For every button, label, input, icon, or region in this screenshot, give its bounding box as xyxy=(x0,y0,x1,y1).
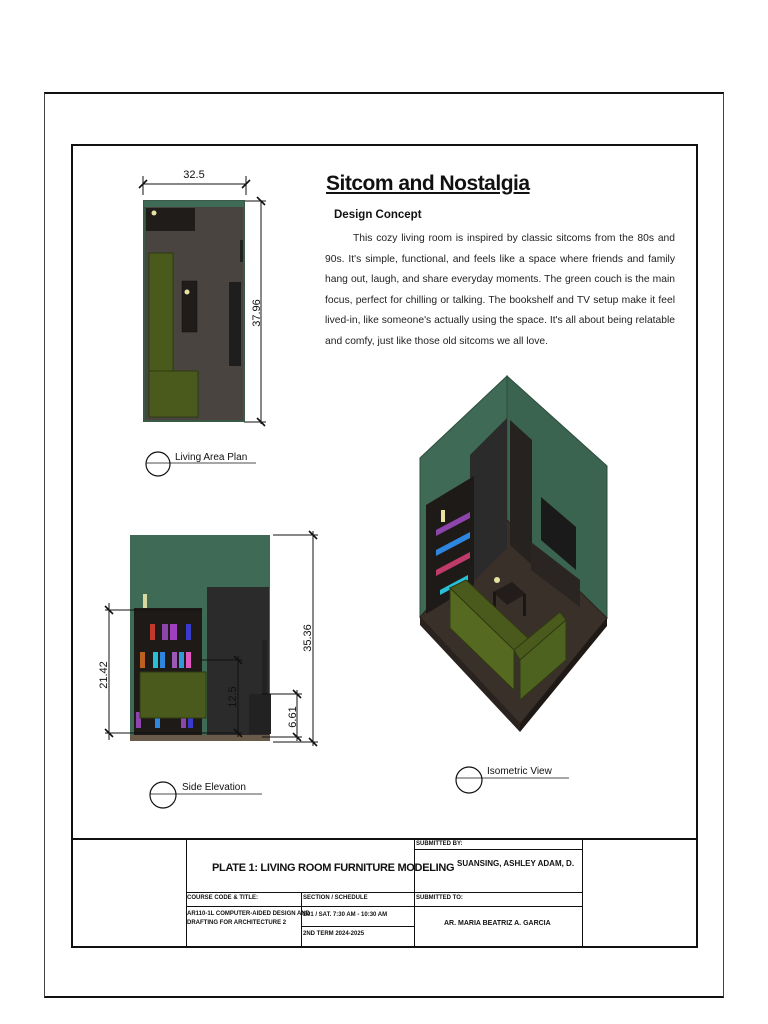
design-concept-text: This cozy living room is inspired by classic sitcoms from the 80s and 90s. It's simple, functional, and feels like a space where friends and family hang out, laugh, and share everyday moments. The green couch is the main focus, perfect for chilling or talking. The bookshelf and TV setup make it feel lived-in, like someone's actually using the space. It's all about being relatable and comfy, just like those old sitcoms we all love. xyxy=(325,233,675,347)
page-title: Sitcom and Nostalgia xyxy=(326,172,530,195)
course-line-1: AR110-1L COMPUTER-AIDED DESIGN AND xyxy=(187,911,311,917)
plate-title: PLATE 1: LIVING ROOM FURNITURE MODELING xyxy=(212,862,455,874)
isometric-caption: Isometric View xyxy=(487,766,552,777)
title-block xyxy=(71,838,698,948)
elevation-couch-dim: 12.5 xyxy=(227,686,239,708)
submitted-to-name: AR. MARIA BEATRIZ A. GARCIA xyxy=(444,920,551,927)
section-label: SECTION / SCHEDULE xyxy=(303,895,368,901)
submitted-by-label: SUBMITTED BY: xyxy=(416,841,463,847)
course-label: COURSE CODE & TITLE: xyxy=(187,895,259,901)
section-value: E01 / SAT. 7:30 AM - 10:30 AM xyxy=(303,912,388,918)
plan-width-dim: 32.5 xyxy=(183,169,205,181)
elevation-shelf-dim: 21.42 xyxy=(98,661,110,689)
plan-height-dim: 37.96 xyxy=(251,299,263,327)
elevation-overall-dim: 35.36 xyxy=(302,624,314,652)
submitted-by-name: SUANSING, ASHLEY ADAM, D. xyxy=(457,859,575,868)
term-value: 2ND TERM 2024-2025 xyxy=(303,931,365,937)
design-concept-heading: Design Concept xyxy=(334,209,422,221)
submitted-to-label: SUBMITTED TO: xyxy=(416,895,463,901)
course-line-2: DRAFTING FOR ARCHITECTURE 2 xyxy=(187,920,287,926)
elevation-table-dim: 6.61 xyxy=(287,706,299,728)
plan-caption: Living Area Plan xyxy=(175,452,248,463)
elevation-caption: Side Elevation xyxy=(182,782,246,793)
